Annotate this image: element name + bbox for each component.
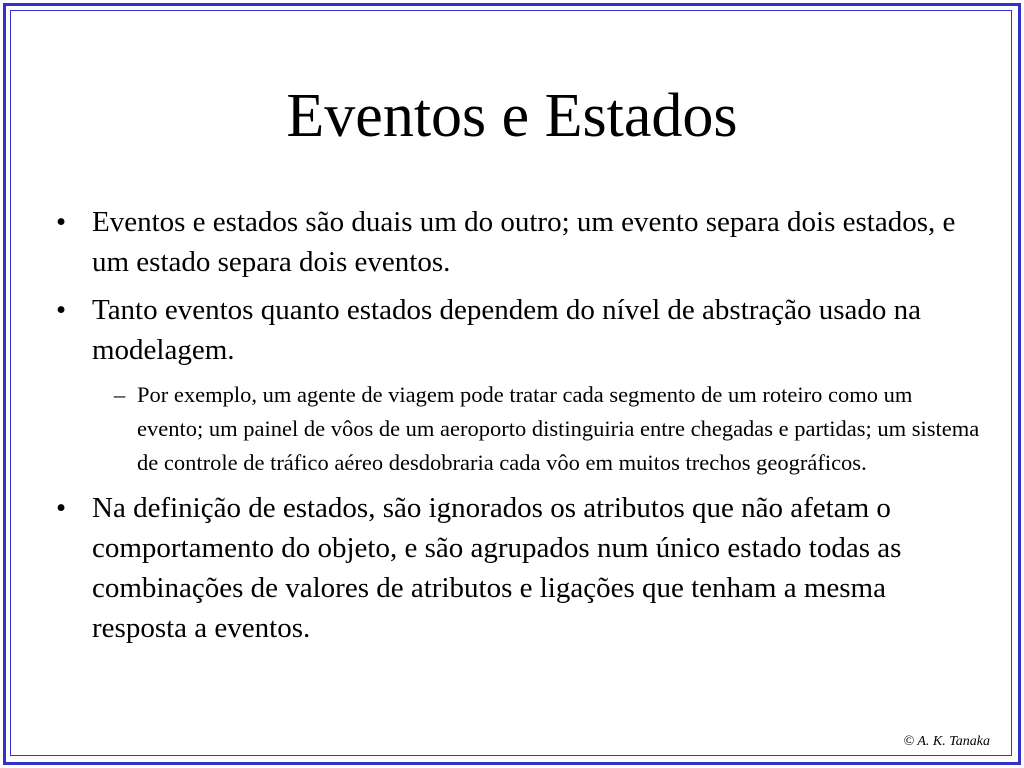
bullet-item-3 <box>52 488 982 648</box>
bullet-marker: • <box>56 294 67 326</box>
slide-title: Eventos e Estados <box>286 82 738 150</box>
bullet-marker: • <box>56 206 67 238</box>
sub-bullet-item-1 <box>52 378 982 480</box>
bullet-item-2 <box>52 290 982 370</box>
sub-bullet-text: Por exemplo, um agente de viagem pode tratar cada segmento de um roteiro como um evento; um painel de vôos de um aeroporto distinguiria entre chegadas e partidas; um sistema de controle de tráfico aéreo desdobraria cada vôo em muitos trechos geográficos. <box>137 382 980 475</box>
bullet-marker: • <box>56 492 67 524</box>
bullet-text: Eventos e estados são duais um do outro; um evento separa dois estados, e um estado separa dois eventos. <box>92 206 956 278</box>
bullet-text: Na definição de estados, são ignorados os atributos que não afetam o comportamento do objeto, e são agrupados num único estado todas as combinações de valores de atributos e ligações que tenham a mesma resposta a eventos. <box>92 492 902 644</box>
bullet-item-1 <box>52 202 982 282</box>
copyright-footer: © A. K. Tanaka <box>903 734 990 749</box>
slide-content <box>52 202 982 656</box>
sub-bullet-marker: – <box>114 382 126 407</box>
bullet-text: Tanto eventos quanto estados dependem do nível de abstração usado na modelagem. <box>92 294 922 366</box>
